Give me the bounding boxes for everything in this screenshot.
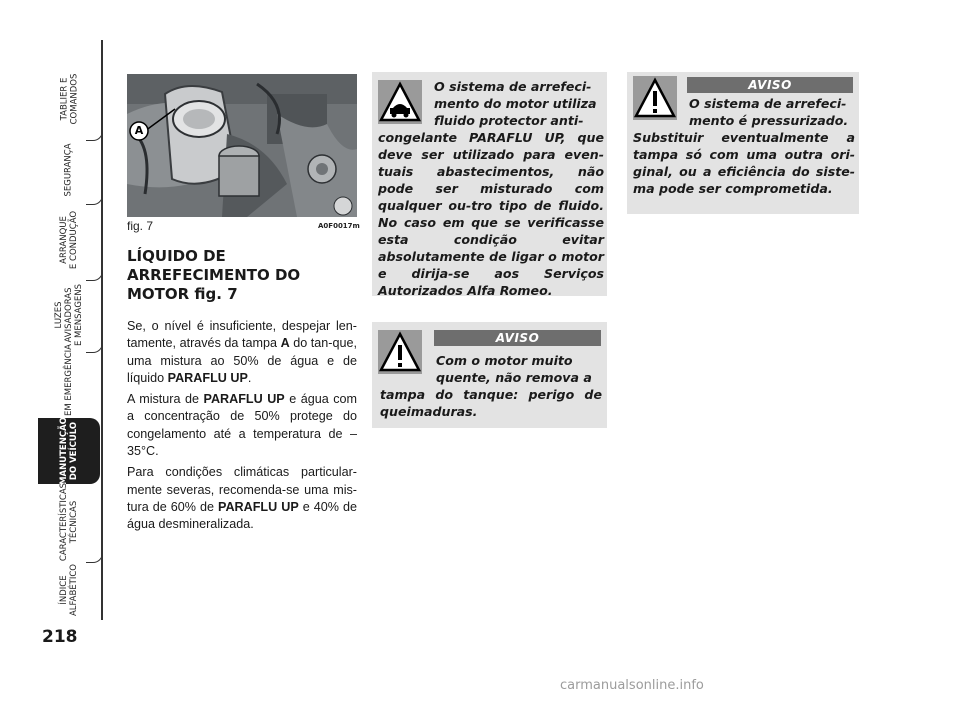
aviso-label: AVISO bbox=[434, 330, 601, 346]
environment-note bbox=[372, 72, 607, 296]
warning-text-rest: tampa do tanque: perigo de queimaduras. bbox=[380, 387, 602, 419]
body-paragraph: Se, o nível é insuficiente, despejar len-tamente, através da tampa A do tan-que, uma mistura ao 50% de água e de líquido PARAFLU UP. bbox=[127, 319, 358, 385]
tab-emergencia[interactable] bbox=[38, 345, 100, 415]
warning-line: mento é pressurizado. bbox=[689, 113, 849, 128]
note-line: mento do motor utiliza bbox=[434, 96, 597, 111]
note-line: O sistema de arrefeci- bbox=[434, 79, 592, 94]
figure-callout-a: A bbox=[134, 124, 144, 137]
page-number: 218 bbox=[42, 627, 78, 647]
body-paragraph: A mistura de PARAFLU UP e água com a concentração de 50% protege do congelamento até a temperatura de –35°C. bbox=[127, 392, 357, 459]
engine-figure bbox=[127, 74, 357, 217]
tab-label: LUZES AVISADORAS E MENSAGENS bbox=[54, 283, 85, 347]
warning-line: Com o motor muito bbox=[436, 353, 573, 368]
warning-pressurized bbox=[627, 72, 859, 214]
warning-hot-engine bbox=[372, 322, 607, 428]
figure-code: A0F0017m bbox=[318, 222, 360, 230]
tab-manutencao[interactable] bbox=[38, 418, 100, 484]
tab-indice[interactable] bbox=[38, 560, 100, 620]
warning-line: O sistema de arrefeci- bbox=[689, 96, 847, 111]
tab-label: TABLIER E COMANDOS bbox=[58, 73, 79, 125]
footer-watermark: carmanualsonline.info bbox=[560, 678, 704, 693]
tab-label: ARRANQUE E CONDUÇÃO bbox=[59, 210, 79, 270]
section-body bbox=[127, 318, 357, 538]
tab-label: SEGURANÇA bbox=[64, 143, 74, 197]
figure-caption: fig. 7 bbox=[127, 219, 154, 233]
tab-label: MANUTENÇÃO DO VEÍCULO bbox=[59, 417, 80, 485]
section-heading: LÍQUIDO DE ARREFECIMENTO DO MOTOR fig. 7 bbox=[127, 247, 301, 303]
warning-text-rest: Substituir eventualmente a tampa só com uma outra ori-ginal, ou a eficiência do siste-ma pode ser comprometida. bbox=[633, 130, 855, 196]
engine-illustration bbox=[127, 74, 357, 217]
tab-arranque[interactable] bbox=[38, 205, 100, 275]
body-paragraph: Para condições climáticas particular-mente severas, recomenda-se uma mis-tura de 60% de PARAFLU UP e 40% de água desmineralizada. bbox=[127, 465, 357, 532]
warning-line: quente, não remova a bbox=[436, 370, 592, 385]
tab-label: EM EMERGÊNCIA bbox=[64, 344, 74, 416]
aviso-label: AVISO bbox=[687, 77, 853, 93]
tab-label: ÍNDICE ALFABÉTICO bbox=[58, 563, 79, 617]
tab-label: CARACTERÍSTICAS TÉCNICAS bbox=[59, 482, 80, 562]
note-text-rest: congelante PARAFLU UP, que deve ser utilizado para even-tuais abastecimentos, não pode ser misturado com qualquer ou-tro tipo de fluido. No caso em que se verificasse esta condição evitar absolutamente de ligar o motor e dirija-se aos Serviços Autorizados Alfa Romeo. bbox=[378, 130, 604, 298]
note-line: fluido protector anti- bbox=[434, 113, 584, 128]
